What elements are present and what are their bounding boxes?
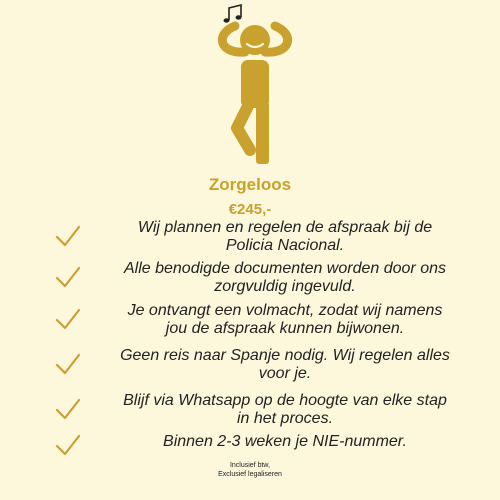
footer-line: Exclusief legaliseren: [218, 471, 282, 478]
plan-title: Zorgeloos: [208, 175, 292, 194]
checkmark-icon: [55, 266, 81, 288]
feature-text: [85, 433, 485, 451]
feature-line: Geen reis naar Spanje nodig. Wij regelen alles: [120, 347, 450, 364]
feature-text: [85, 392, 485, 428]
feature-line: Wij plannen en regelen de afspraak bij de: [137, 219, 433, 236]
feature-text: [85, 302, 485, 338]
plan-price: €245,-: [228, 201, 272, 218]
feature-line: Binnen 2-3 weken je NIE-nummer.: [163, 433, 407, 450]
feature-line: Blijf via Whatsapp op de hoogte van elke stap: [123, 392, 447, 409]
footer-line: Inclusief btw,: [229, 462, 271, 469]
feature-line: Policia Nacional.: [225, 237, 345, 254]
feature-line: zorgvuldig ingevuld.: [214, 278, 356, 295]
feature-line: jou de afspraak kunnen bijwonen.: [165, 320, 405, 337]
footer-note: [0, 461, 500, 479]
checkmark-icon: [55, 353, 81, 375]
feature-line: Je ontvangt een volmacht, zodat wij namens: [127, 302, 443, 319]
feature-text: [85, 347, 485, 383]
checkmark-icon: [55, 434, 81, 456]
checkmark-icon: [55, 308, 81, 330]
checkmark-icon: [55, 225, 81, 247]
feature-line: Alle benodigde documenten worden door ons: [123, 260, 446, 277]
feature-line: voor je.: [258, 365, 312, 382]
feature-text: [85, 219, 485, 255]
feature-line: in het proces.: [236, 410, 334, 427]
feature-text: [85, 260, 485, 296]
checkmark-icon: [55, 398, 81, 420]
